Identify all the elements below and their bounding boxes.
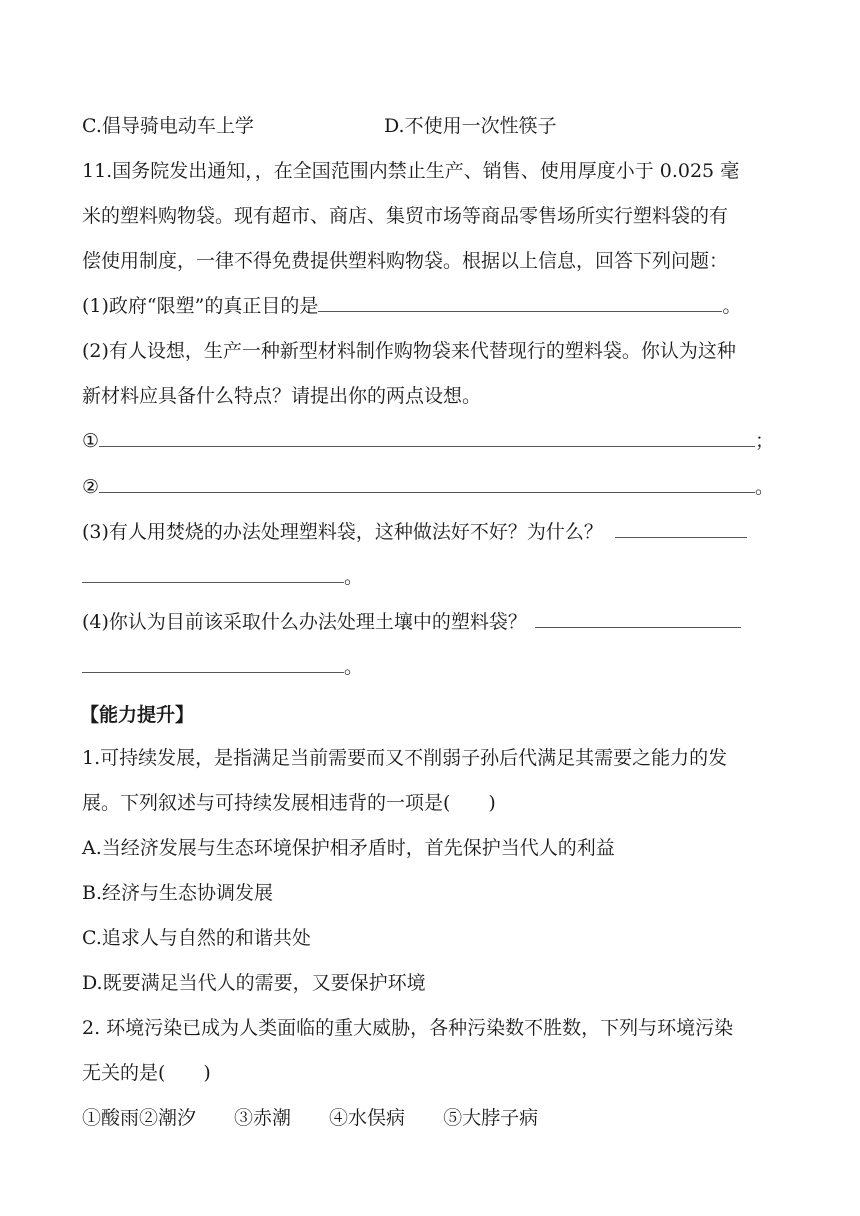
q10-option-d: D.不使用一次性筷子 bbox=[384, 115, 557, 137]
a1-option-c: C.追求人与自然的和谐共处 bbox=[82, 927, 311, 949]
a2-item-1: ①酸雨 bbox=[82, 1107, 140, 1129]
q11-stem-line-3: 偿使用制度，一律不得免费提供塑料购物袋。根据以上信息，回答下列问题： bbox=[82, 250, 729, 272]
q11-part-3-text: (3)有人用焚烧的办法处理塑料袋，这种做法好不好？为什么？ bbox=[82, 521, 603, 543]
q11-part-3-answer-blank-2[interactable] bbox=[82, 565, 344, 583]
a2-stem-line-2: 无关的是( ) bbox=[82, 1062, 211, 1084]
q11-part-2-marker-a: ① bbox=[82, 430, 100, 452]
q11-part-2-answer-a-blank[interactable] bbox=[99, 429, 755, 447]
a2-items-row bbox=[82, 1106, 538, 1130]
q11-part-4-answer-blank-2[interactable] bbox=[82, 655, 344, 673]
q11-part-4-end: 。 bbox=[344, 656, 364, 678]
a2-item-4: ④水俣病 bbox=[329, 1107, 406, 1129]
q11-part-4-text: (4)你认为目前该采取什么办法处理土壤中的塑料袋？ bbox=[82, 611, 527, 633]
a1-option-d: D.既要满足当代人的需要，又要保护环境 bbox=[82, 972, 426, 994]
a2-item-5: ⑤大脖子病 bbox=[443, 1107, 539, 1129]
q11-part-4-continuation bbox=[82, 655, 363, 679]
q11-part-2-answer-b bbox=[82, 475, 774, 499]
q11-part-4 bbox=[82, 610, 741, 634]
q11-part-4-answer-blank-1[interactable] bbox=[535, 610, 741, 628]
q11-part-2-answer-b-end: 。 bbox=[755, 476, 775, 498]
q11-part-1-end: 。 bbox=[722, 295, 742, 317]
q11-part-1-text: (1)政府“限塑”的真正目的是 bbox=[82, 295, 319, 317]
q11-part-3 bbox=[82, 520, 747, 544]
q11-part-2-line-1: (2)有人设想，生产一种新型材料制作购物袋来代替现行的塑料袋。你认为这种 bbox=[82, 340, 736, 362]
q11-part-1 bbox=[82, 294, 741, 318]
q11-part-3-end: 。 bbox=[344, 566, 364, 588]
q11-part-3-answer-blank-1[interactable] bbox=[615, 520, 747, 538]
q11-part-2-answer-b-blank[interactable] bbox=[99, 475, 755, 493]
q10-options-row bbox=[82, 114, 254, 138]
a1-stem-line-2: 展。下列叙述与可持续发展相违背的一项是( ) bbox=[82, 792, 496, 814]
a1-option-a: A.当经济发展与生态环境保护相矛盾时，首先保护当代人的利益 bbox=[82, 837, 615, 859]
section-heading: 【能力提升】 bbox=[80, 704, 195, 726]
q11-part-2-marker-b: ② bbox=[82, 476, 100, 498]
q11-stem-line-1: 11.国务院发出通知，，在全国范围内禁止生产、销售、使用厚度小于 0.025 毫 bbox=[82, 160, 740, 182]
a2-item-2: ②潮汐 bbox=[139, 1107, 197, 1129]
q11-part-3-continuation bbox=[82, 565, 363, 589]
q10-option-c: C.倡导骑电动车上学 bbox=[82, 115, 254, 137]
a1-option-b: B.经济与生态协调发展 bbox=[82, 882, 274, 904]
q11-part-2-answer-a bbox=[82, 429, 774, 453]
q10-option-d-row bbox=[384, 114, 557, 138]
q11-part-1-answer-blank[interactable] bbox=[318, 294, 722, 312]
a2-stem-line-1: 2. 环境污染已成为人类面临的重大威胁，各种污染数不胜数，下列与环境污染 bbox=[82, 1017, 734, 1039]
a2-item-3: ③赤潮 bbox=[234, 1107, 292, 1129]
q11-stem-line-2: 米的塑料购物袋。现有超市、商店、集贸市场等商品零售场所实行塑料袋的有 bbox=[82, 205, 729, 227]
q11-part-2-answer-a-end: ； bbox=[755, 430, 775, 452]
q11-part-2-line-2: 新材料应具备什么特点？请提出你的两点设想。 bbox=[82, 385, 482, 407]
a1-stem-line-1: 1.可持续发展，是指满足当前需要而又不削弱子孙后代满足其需要之能力的发 bbox=[82, 747, 728, 769]
